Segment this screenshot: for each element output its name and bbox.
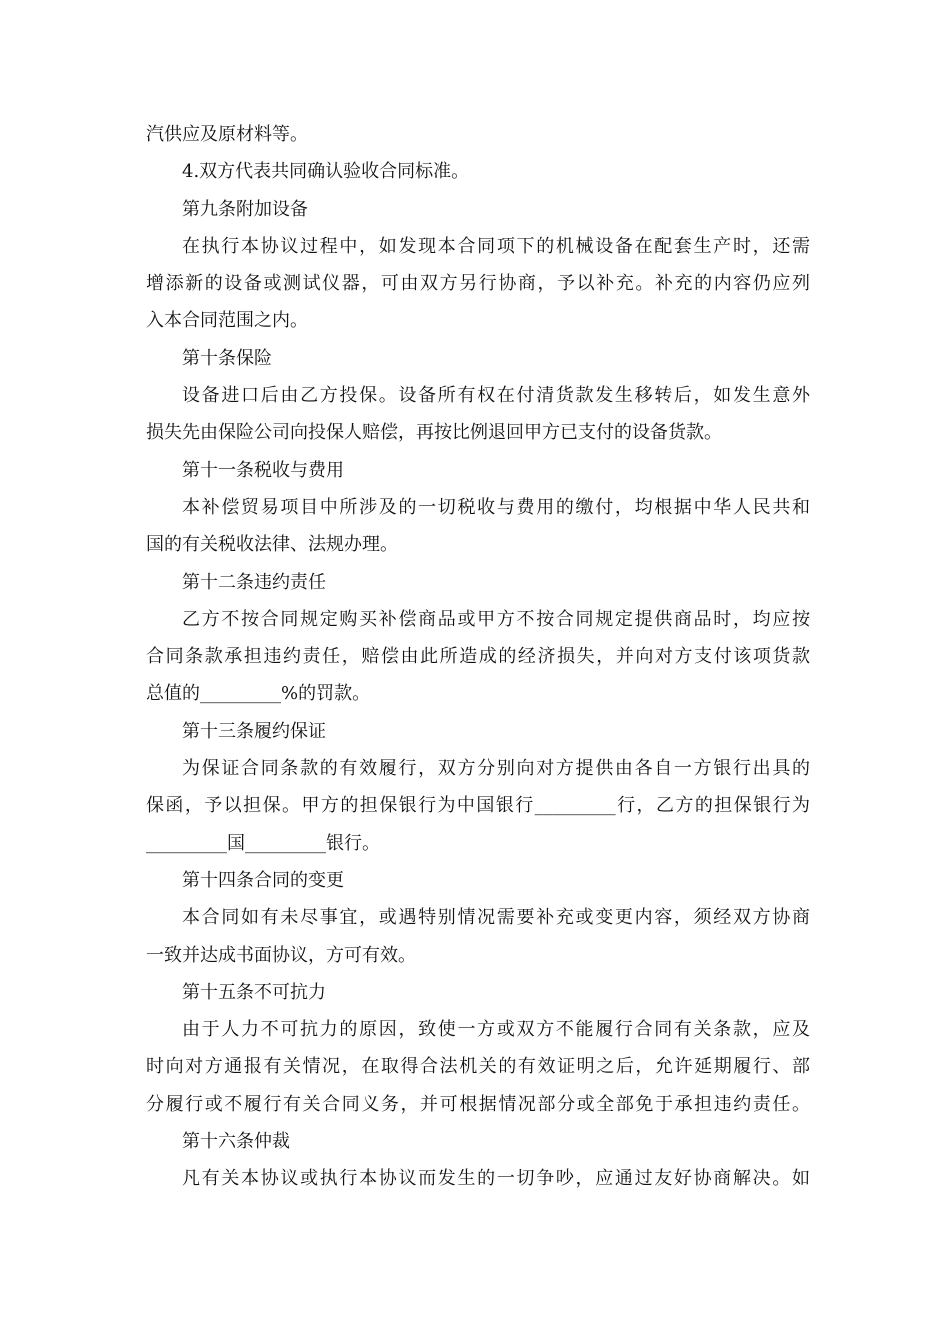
text-line: 合同条款承担违约责任，赔偿由此所造成的经济损失，并向对方支付该项货款 (146, 646, 810, 668)
text-line: 时向对方通报有关情况，在取得合法机关的有效证明之后，允许延期履行、部 (146, 1056, 810, 1078)
text-line: 4.双方代表共同确认验收合同标准。 (182, 161, 470, 183)
text-line: 为保证合同条款的有效履行，双方分别向对方提供由各自一方银行出具的 (182, 758, 810, 780)
text-line: _________国_________银行。 (146, 832, 380, 854)
text-line: 损失先由保险公司向投保人赔偿，再按比例退回甲方已支付的设备货款。 (146, 422, 722, 444)
section-heading: 第十六条仲裁 (182, 1131, 290, 1153)
text-line: 设备进口后由乙方投保。设备所有权在付清货款发生移转后，如发生意外 (182, 385, 810, 407)
text-line: 乙方不按合同规定购买补偿商品或甲方不按合同规定提供商品时，均应按 (182, 608, 810, 630)
text-line: 由于人力不可抗力的原因，致使一方或双方不能履行合同有关条款，应及 (182, 1019, 810, 1041)
section-heading: 第十三条履约保证 (182, 720, 326, 742)
section-heading: 第十二条违约责任 (182, 571, 326, 593)
text-line: 总值的_________%的罚款。 (146, 683, 371, 705)
text-line: 凡有关本协议或执行本协议而发生的一切争吵，应通过友好协商解决。如 (182, 1168, 810, 1190)
text-line: 分履行或不履行有关合同义务，并可根据情况部分或全部免于承担违约责任。 (146, 1093, 810, 1115)
text-line: 国的有关税收法律、法规办理。 (146, 534, 398, 556)
text-line: 一致并达成书面协议，方可有效。 (146, 944, 416, 966)
section-heading: 第十五条不可抗力 (182, 981, 326, 1003)
section-heading: 第十一条税收与费用 (182, 459, 344, 481)
document-page (146, 116, 810, 1198)
text-line: 保函，予以担保。甲方的担保银行为中国银行_________行，乙方的担保银行为 (146, 795, 810, 817)
text-line: 本补偿贸易项目中所涉及的一切税收与费用的缴付，均根据中华人民共和 (182, 496, 810, 518)
text-line: 汽供应及原材料等。 (146, 124, 308, 145)
section-heading: 第十四条合同的变更 (182, 869, 344, 891)
text-line: 在执行本协议过程中，如发现本合同项下的机械设备在配套生产时，还需 (182, 235, 810, 257)
section-heading: 第九条附加设备 (182, 198, 308, 220)
section-heading: 第十条保险 (182, 347, 272, 369)
text-line: 本合同如有未尽事宜，或遇特别情况需要补充或变更内容，须经双方协商 (182, 907, 810, 929)
text-line: 入本合同范围之内。 (146, 310, 308, 332)
text-line: 增添新的设备或测试仪器，可由双方另行协商，予以补充。补充的内容仍应列 (146, 273, 810, 295)
